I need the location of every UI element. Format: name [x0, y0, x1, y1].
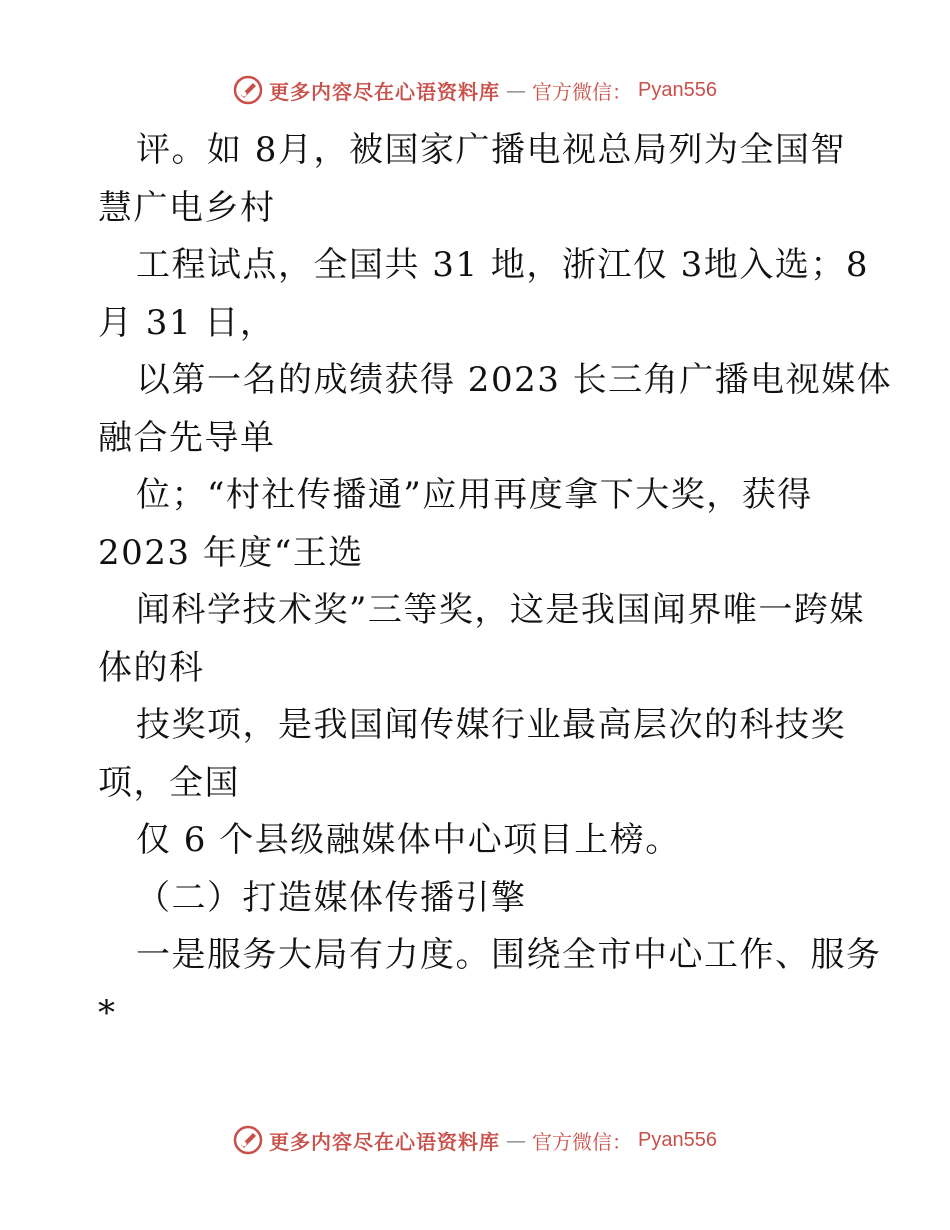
header-watermark-banner: [0, 70, 950, 110]
text-line: 闻科学技术奖”三等奖，这是我国闻界唯一跨媒: [136, 590, 865, 630]
banner-separator: —: [506, 1128, 527, 1152]
banner-brand-text: 更多内容尽在心语资料库: [269, 1129, 501, 1154]
text-line: 以第一名的成绩获得 2023 长三角广播电视媒体: [136, 360, 893, 400]
text-line: 融合先导单: [98, 417, 276, 458]
banner-wechat-id: Pyan556: [638, 1128, 717, 1151]
text-line: *: [98, 992, 117, 1033]
footer-watermark-banner: [0, 1120, 950, 1160]
banner-wechat-label: 官方微信：: [532, 79, 633, 104]
text-line: 位；“村社传播通”应用再度拿下大奖，获得: [136, 475, 813, 515]
text-line: 工程试点，全国共 31 地，浙江仅 3地入选；8: [136, 245, 869, 285]
banner-separator: —: [506, 78, 527, 102]
brand-logo-icon: [233, 1125, 263, 1155]
banner-wechat-id: Pyan556: [638, 78, 717, 101]
text-line: 评。如 8月，被国家广播电视总局列为全国智: [136, 130, 846, 170]
text-line: 项，全国: [98, 762, 240, 803]
text-line: 仅 6 个县级融媒体中心项目上榜。: [136, 820, 681, 860]
text-line: 一是服务大局有力度。围绕全市中心工作、服务: [136, 935, 882, 975]
text-line: 月 31 日，: [98, 302, 276, 343]
banner-brand-text: 更多内容尽在心语资料库: [269, 79, 501, 104]
brand-logo-icon: [233, 75, 263, 105]
text-line: 技奖项，是我国闻传媒行业最高层次的科技奖: [136, 705, 846, 745]
section-heading: （二）打造媒体传播引擎: [136, 877, 527, 918]
document-body: [98, 122, 893, 1042]
banner-wechat-label: 官方微信：: [532, 1129, 633, 1154]
text-line: 慧广电乡村: [98, 187, 276, 228]
text-line: 2023 年度“王选: [98, 532, 364, 573]
text-line: 体的科: [98, 647, 205, 688]
